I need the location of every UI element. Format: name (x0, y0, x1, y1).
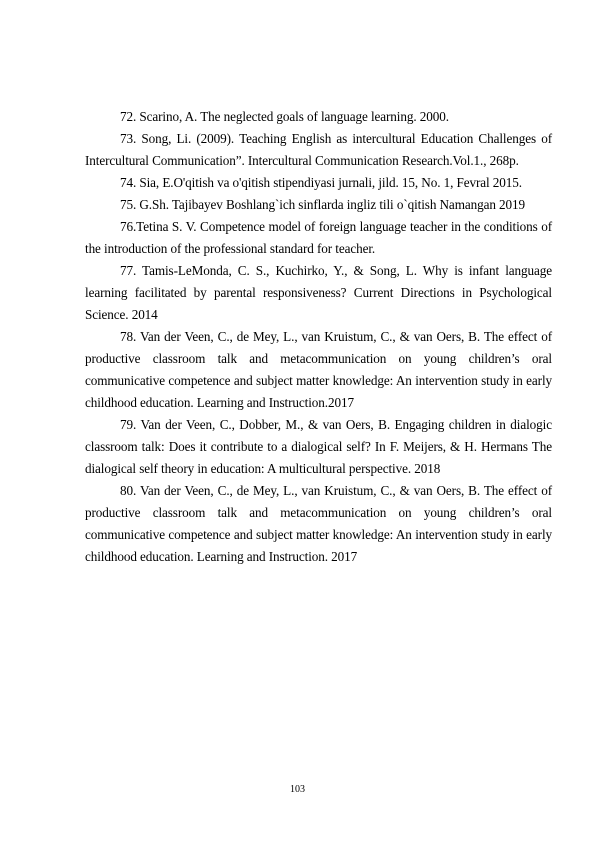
reference-76: 76.Tetina S. V. Competence model of foreign language teacher in the conditions of the introduction of the professional standard for teacher. (85, 219, 552, 256)
reference-72: 72. Scarino, A. The neglected goals of language learning. 2000. (120, 109, 449, 124)
reference-80: 80. Van der Veen, C., de Mey, L., van Kruistum, C., & van Oers, B. The effect of productive classroom talk and metacommunication on young children’s oral communicative competence and subject matter knowledge: An intervention study in early childhood education. Learning and Instruction. 2017 (85, 483, 552, 564)
reference-73: 73. Song, Li. (2009). Teaching English as intercultural Education Challenges of Intercultural Communication”. Intercultural Communication Research.Vol.1., 268p. (85, 131, 552, 168)
reference-list (85, 106, 552, 568)
reference-75: 75. G.Sh. Tajibayev Boshlang`ich sinflarda ingliz tili o`qitish Namangan 2019 (120, 197, 526, 212)
reference-78: 78. Van der Veen, C., de Mey, L., van Kruistum, C., & van Oers, B. The effect of productive classroom talk and metacommunication on young children’s oral communicative competence and subject matter knowledge: An intervention study in early childhood education. Learning and Instruction.2017 (85, 329, 552, 410)
reference-74: 74. Sia, E.O'qitish va o'qitish stipendiyasi jurnali, jild. 15, No. 1, Fevral 2015. (120, 175, 522, 190)
reference-79: 79. Van der Veen, C., Dobber, M., & van Oers, B. Engaging children in dialogic classroom talk: Does it contribute to a dialogical self? In F. Meijers, & H. Hermans The dialogical self theory in education: A multicultural perspective. 2018 (85, 417, 552, 476)
reference-77: 77. Tamis-LeMonda, C. S., Kuchirko, Y., & Song, L. Why is infant language learning facilitated by parental responsiveness? Current Directions in Psychological Science. 2014 (85, 263, 552, 322)
page-number: 103 (290, 784, 305, 795)
